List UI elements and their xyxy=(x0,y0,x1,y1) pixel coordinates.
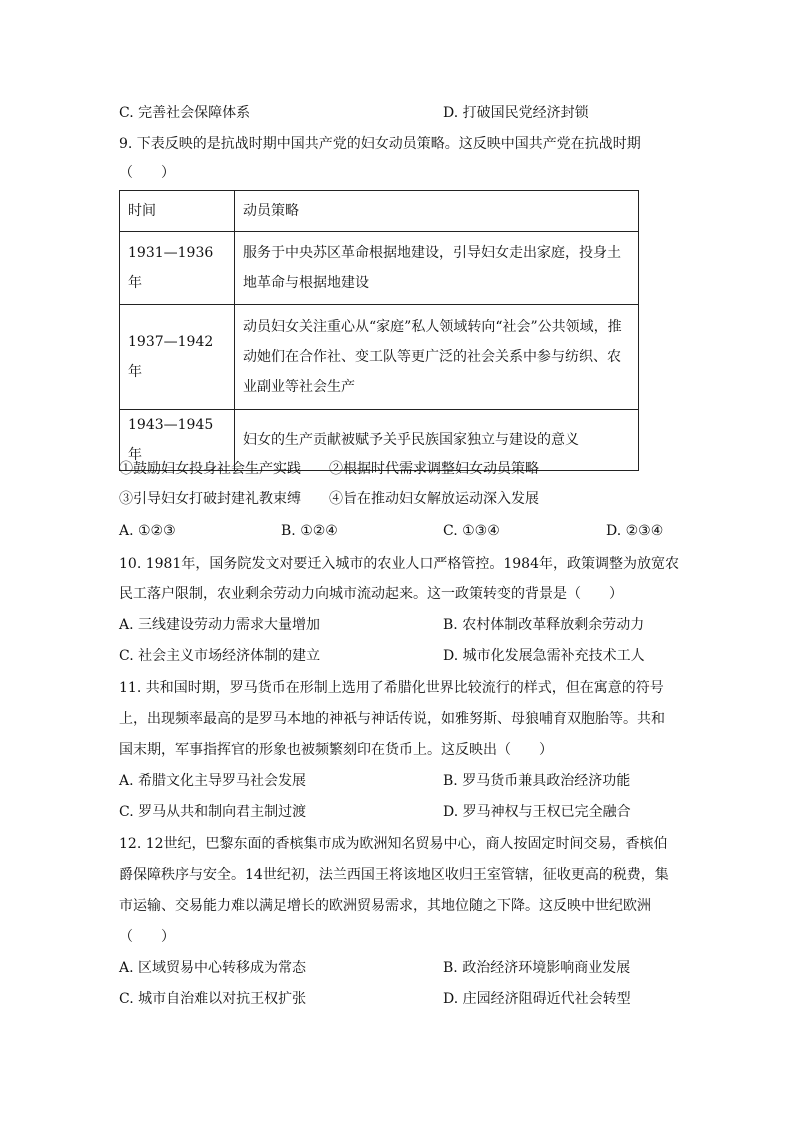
q11-option-a[interactable]: A. 希腊文化主导罗马社会发展 xyxy=(119,773,307,789)
q10-stem-line1: 10. 1981年，国务院发文对要迁入城市的农业人口严格管控。1984年，政策调整为放宽农 xyxy=(119,556,679,572)
q12-stem-line3: 市运输、交易能力难以满足增长的欧洲贸易需求，其地位随之下降。这反映中世纪欧洲 xyxy=(119,898,651,914)
q9-stem: 9. 下表反映的是抗战时期中国共产党的妇女动员策略。这反映中国共产党在抗战时期 xyxy=(119,136,641,152)
period-cell: 1943—1945年 xyxy=(120,410,235,471)
q10-option-b[interactable]: B. 农村体制改革释放剩余劳动力 xyxy=(443,617,645,633)
q11-stem-line2: 上，出现频率最高的是罗马本地的神祇与神话传说，如雅努斯、母狼哺育双胞胎等。共和 xyxy=(119,711,665,727)
q10-stem-line2: 民工落户限制，农业剩余劳动力向城市流动起来。这一政策转变的背景是（ ） xyxy=(119,586,623,602)
q9-option-a[interactable]: A. ①②③ xyxy=(119,523,176,539)
table-row xyxy=(120,305,639,410)
q12-stem-line2: 爵保障秩序与安全。14世纪初，法兰西国王将该地区收归王室管辖，征收更高的税费，集 xyxy=(119,867,669,883)
strategy-cell: 动员妇女关注重心从“家庭”私人领域转向“社会”公共领域，推动她们在合作社、变工队等更广泛的社会关系中参与纺织、农业副业等社会生产 xyxy=(235,305,639,410)
q9-option-d[interactable]: D. ②③④ xyxy=(606,523,664,539)
period-cell: 1931—1936年 xyxy=(120,232,235,305)
q12-option-d[interactable]: D. 庄园经济阻碍近代社会转型 xyxy=(443,991,631,1007)
q9-answer-paren: （ ） xyxy=(119,165,175,181)
strategy-table xyxy=(119,190,639,471)
q12-option-c[interactable]: C. 城市自治难以对抗王权扩张 xyxy=(119,991,307,1007)
header-time: 时间 xyxy=(120,191,235,232)
q11-option-b[interactable]: B. 罗马货币兼具政治经济功能 xyxy=(443,773,631,789)
q9-option-c[interactable]: C. ①③④ xyxy=(443,523,500,539)
q12-option-b[interactable]: B. 政治经济环境影响商业发展 xyxy=(443,960,631,976)
q9-option-b[interactable]: B. ①②④ xyxy=(281,523,338,539)
q9-items-line1: ①鼓励妇女投身社会生产实践 ②根据时代需求调整妇女动员策略 xyxy=(119,461,539,477)
q10-option-a[interactable]: A. 三线建设劳动力需求大量增加 xyxy=(119,617,321,633)
q11-option-d[interactable]: D. 罗马神权与王权已完全融合 xyxy=(443,804,631,820)
q12-option-a[interactable]: A. 区域贸易中心转移成为常态 xyxy=(119,960,307,976)
q11-stem-line3: 国末期，军事指挥官的形象也被频繁刻印在货币上。这反映出（ ） xyxy=(119,742,553,758)
q11-option-c[interactable]: C. 罗马从共和制向君主制过渡 xyxy=(119,804,307,820)
table-row xyxy=(120,232,639,305)
strategy-cell: 服务于中央苏区革命根据地建设，引导妇女走出家庭，投身土地革命与根据地建设 xyxy=(235,232,639,305)
q12-answer-paren: （ ） xyxy=(119,929,175,945)
strategy-cell: 妇女的生产贡献被赋予关乎民族国家独立与建设的意义 xyxy=(235,410,639,471)
q11-stem-line1: 11. 共和国时期，罗马货币在形制上选用了希腊化世界比较流行的样式，但在寓意的符号 xyxy=(119,680,664,696)
q10-option-d[interactable]: D. 城市化发展急需补充技术工人 xyxy=(443,648,645,664)
q12-stem-line1: 12. 12世纪，巴黎东面的香槟集市成为欧洲知名贸易中心，商人按固定时间交易，香槟伯 xyxy=(119,836,668,852)
q8-option-c[interactable]: C. 完善社会保障体系 xyxy=(119,105,251,121)
q9-items-line2: ③引导妇女打破封建礼教束缚 ④旨在推动妇女解放运动深入发展 xyxy=(119,491,539,507)
q8-option-d[interactable]: D. 打破国民党经济封锁 xyxy=(443,105,589,121)
period-cell: 1937—1942年 xyxy=(120,305,235,410)
header-strategy: 动员策略 xyxy=(235,191,639,232)
table-header-row xyxy=(120,191,639,232)
q10-option-c[interactable]: C. 社会主义市场经济体制的建立 xyxy=(119,648,321,664)
